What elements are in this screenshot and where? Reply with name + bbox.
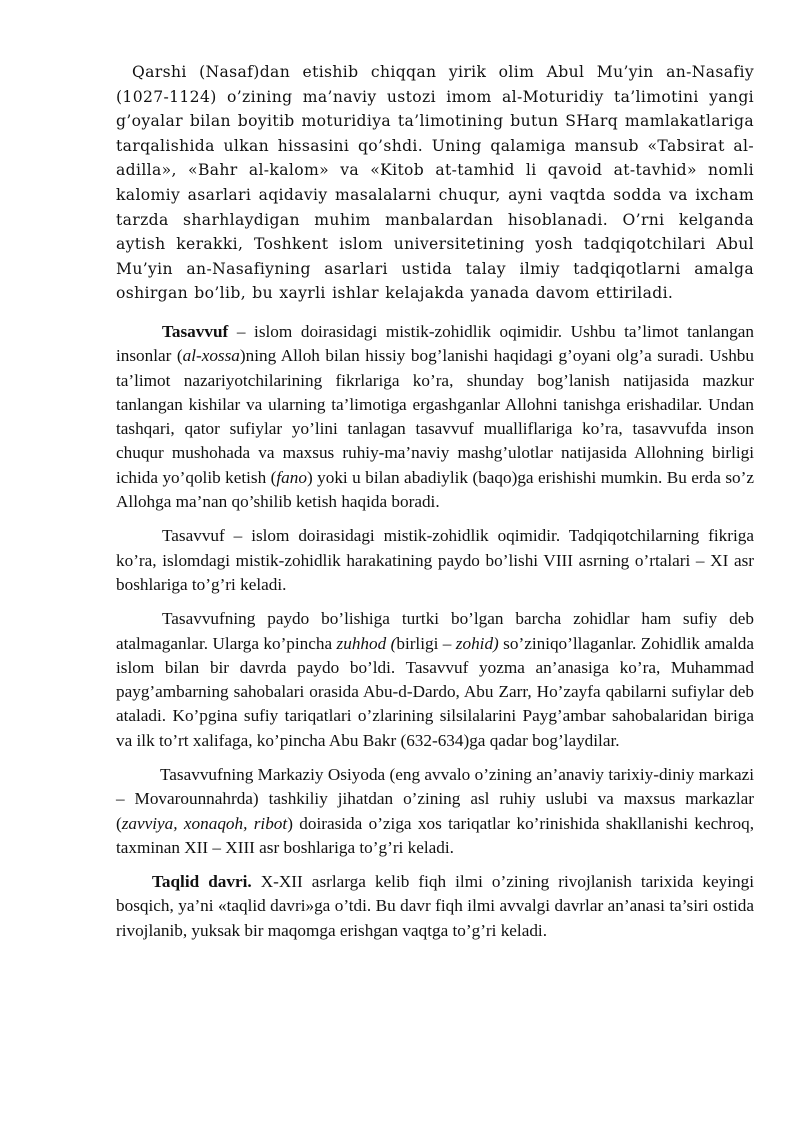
paragraph-text: Tasavvuf – islom doirasidagi mistik-zohidlik oqimidir. Tadqiqotchilarning fikriga ko’ra, islomdagi mistik-zohidlik harakatining paydo bo’lishi VIII asrning o’rtalari – XI asr boshlariga to’g’ri keladi. — [116, 526, 754, 594]
paragraph-text: )ning Alloh bilan hissiy bog’lanishi haqidagi g’oyani olg’a suradi. Ushbu ta’limot nazariyotchilarining fikrlariga ko’ra, shunday bog’lanish natijasida mazkur tanlangan kishilar va ularning ta’limotiga ergashganlar Allohni tanishga erishadilar. Undan tashqari, qator sufiylar yo’lini tanlagan tasavvuf mualliflariga ko’ra, tasavvufda inson chuqur mushohada va maxsus ruhiy-ma’naviy mashg’ulotlar natijasida Allohning birligi ichida yo’qolib ketish ( — [116, 346, 754, 487]
term-taqlid-davri: Taqlid davri. — [152, 872, 252, 892]
paragraph-tasavvuf-origin — [116, 524, 754, 597]
paragraph-text: Tasavvufning paydo bo’lishiga turtki bo’lgan barcha zohidlar ham sufiy deb atalmaganlar. Ularga ko’pincha — [116, 609, 754, 653]
italic-term: al-xossa — [182, 346, 240, 366]
italic-term: fano — [276, 467, 307, 487]
paragraph-text: ) yoki u bilan abadiylik (baqo)ga erishishi mumkin. Bu erda so’z Allohga ma’nan qo’shilib ketish haqida boradi. — [116, 467, 754, 512]
term-tasavvuf: Tasavvuf — [162, 321, 229, 341]
italic-term: zuhhod ( — [336, 633, 397, 653]
paragraph-text: ) doirasida o’ziga xos tariqatlar ko’rinishida shakllanishi kechroq, taxminan XII – XIII asr boshlariga to’g’ri keladi. — [116, 813, 755, 857]
paragraph-markaziy-osiyo — [116, 763, 754, 860]
paragraph-text: birligi – — [396, 633, 456, 653]
paragraph-text: – islom doirasidagi mistik-zohidlik oqimidir. Ushbu ta’limot tanlangan insonlar ( — [116, 321, 754, 366]
paragraph-text: Qarshi (Nasaf)dan etishib chiqqan yirik olim Abul Mu’yin an-Nasafiy (1027-1124) o’zining ma’naviy ustozi imom al-Moturidiy ta’limotini yangi g’oyalar bilan boyitib moturidiya ta’limotining butun SHarq mamlakatlariga tarqalishida ulkan hissasini qo’shdi. Uning qalamiga mansub «Tabsirat al-adilla», «Bahr al-kalom» va «Kitob at-tamhid li qavoid at-tavhid» nomli kalomiy asarlari aqidaviy masalalarni chuqur, ayni vaqtda sodda va ixcham tarzda sharhlaydigan muhim manbalardan hisoblanadi. O’rni kelganda aytish kerakki, Toshkent islom universitetining yosh tadqiqotchilari Abul Mu’yin an-Nasafiyning asarlari ustida talay ilmiy tadqiqotlarni amalga oshirgan bo’lib, bu xayrli ishlar kelajakda yanada davom ettiriladi. — [116, 63, 754, 303]
document-body — [116, 60, 754, 953]
italic-term: zavviya, xonaqoh, ribot — [121, 813, 288, 833]
paragraph-zohidlar — [116, 607, 754, 753]
paragraph-nasafiy — [116, 60, 754, 306]
paragraph-text: Tasavvufning Markaziy Osiyoda (eng avvalo o’zining an’anaviy tarixiy-diniy markazi – Movarounnahrda) tashkiliy jihatdan o’zining asl ruhiy uslubi va maxsus markazlar ( — [116, 764, 754, 833]
paragraph-taqlid-davri — [116, 870, 754, 943]
paragraph-text: so’ziniqo’llaganlar. Zohidlik amalda islom bilan bir davrda paydo bo’ldi. Tasavvuf yozma an’anasiga ko’ra, Muhammad payg’ambarning sahobalari orasida Abu-d-Dardo, Abu Zarr, Ho’zayfa qabilarni sufiylar deb ataladi. Ko’pgina sufiy tariqatlari o’zlarining silsilalarini Payg’ambar sahobalaridan biriga va ilk to’rt xalifaga, ko’pincha Abu Bakr (632-634)ga qadar bog’laydilar. — [116, 633, 755, 750]
italic-term: zohid) — [455, 633, 499, 653]
paragraph-tasavvuf-definition — [116, 320, 754, 514]
paragraph-text: X-XII asrlarga kelib fiqh ilmi o’zining rivojlanish tarixida keyingi bosqich, ya’ni «taqlid davri»ga o’tdi. Bu davr fiqh ilmi avvalgi davrlar an’anasi ta’siri ostida rivojlanib, yuksak bir maqomga erishgan vaqtga to’g’ri keladi. — [116, 872, 754, 940]
